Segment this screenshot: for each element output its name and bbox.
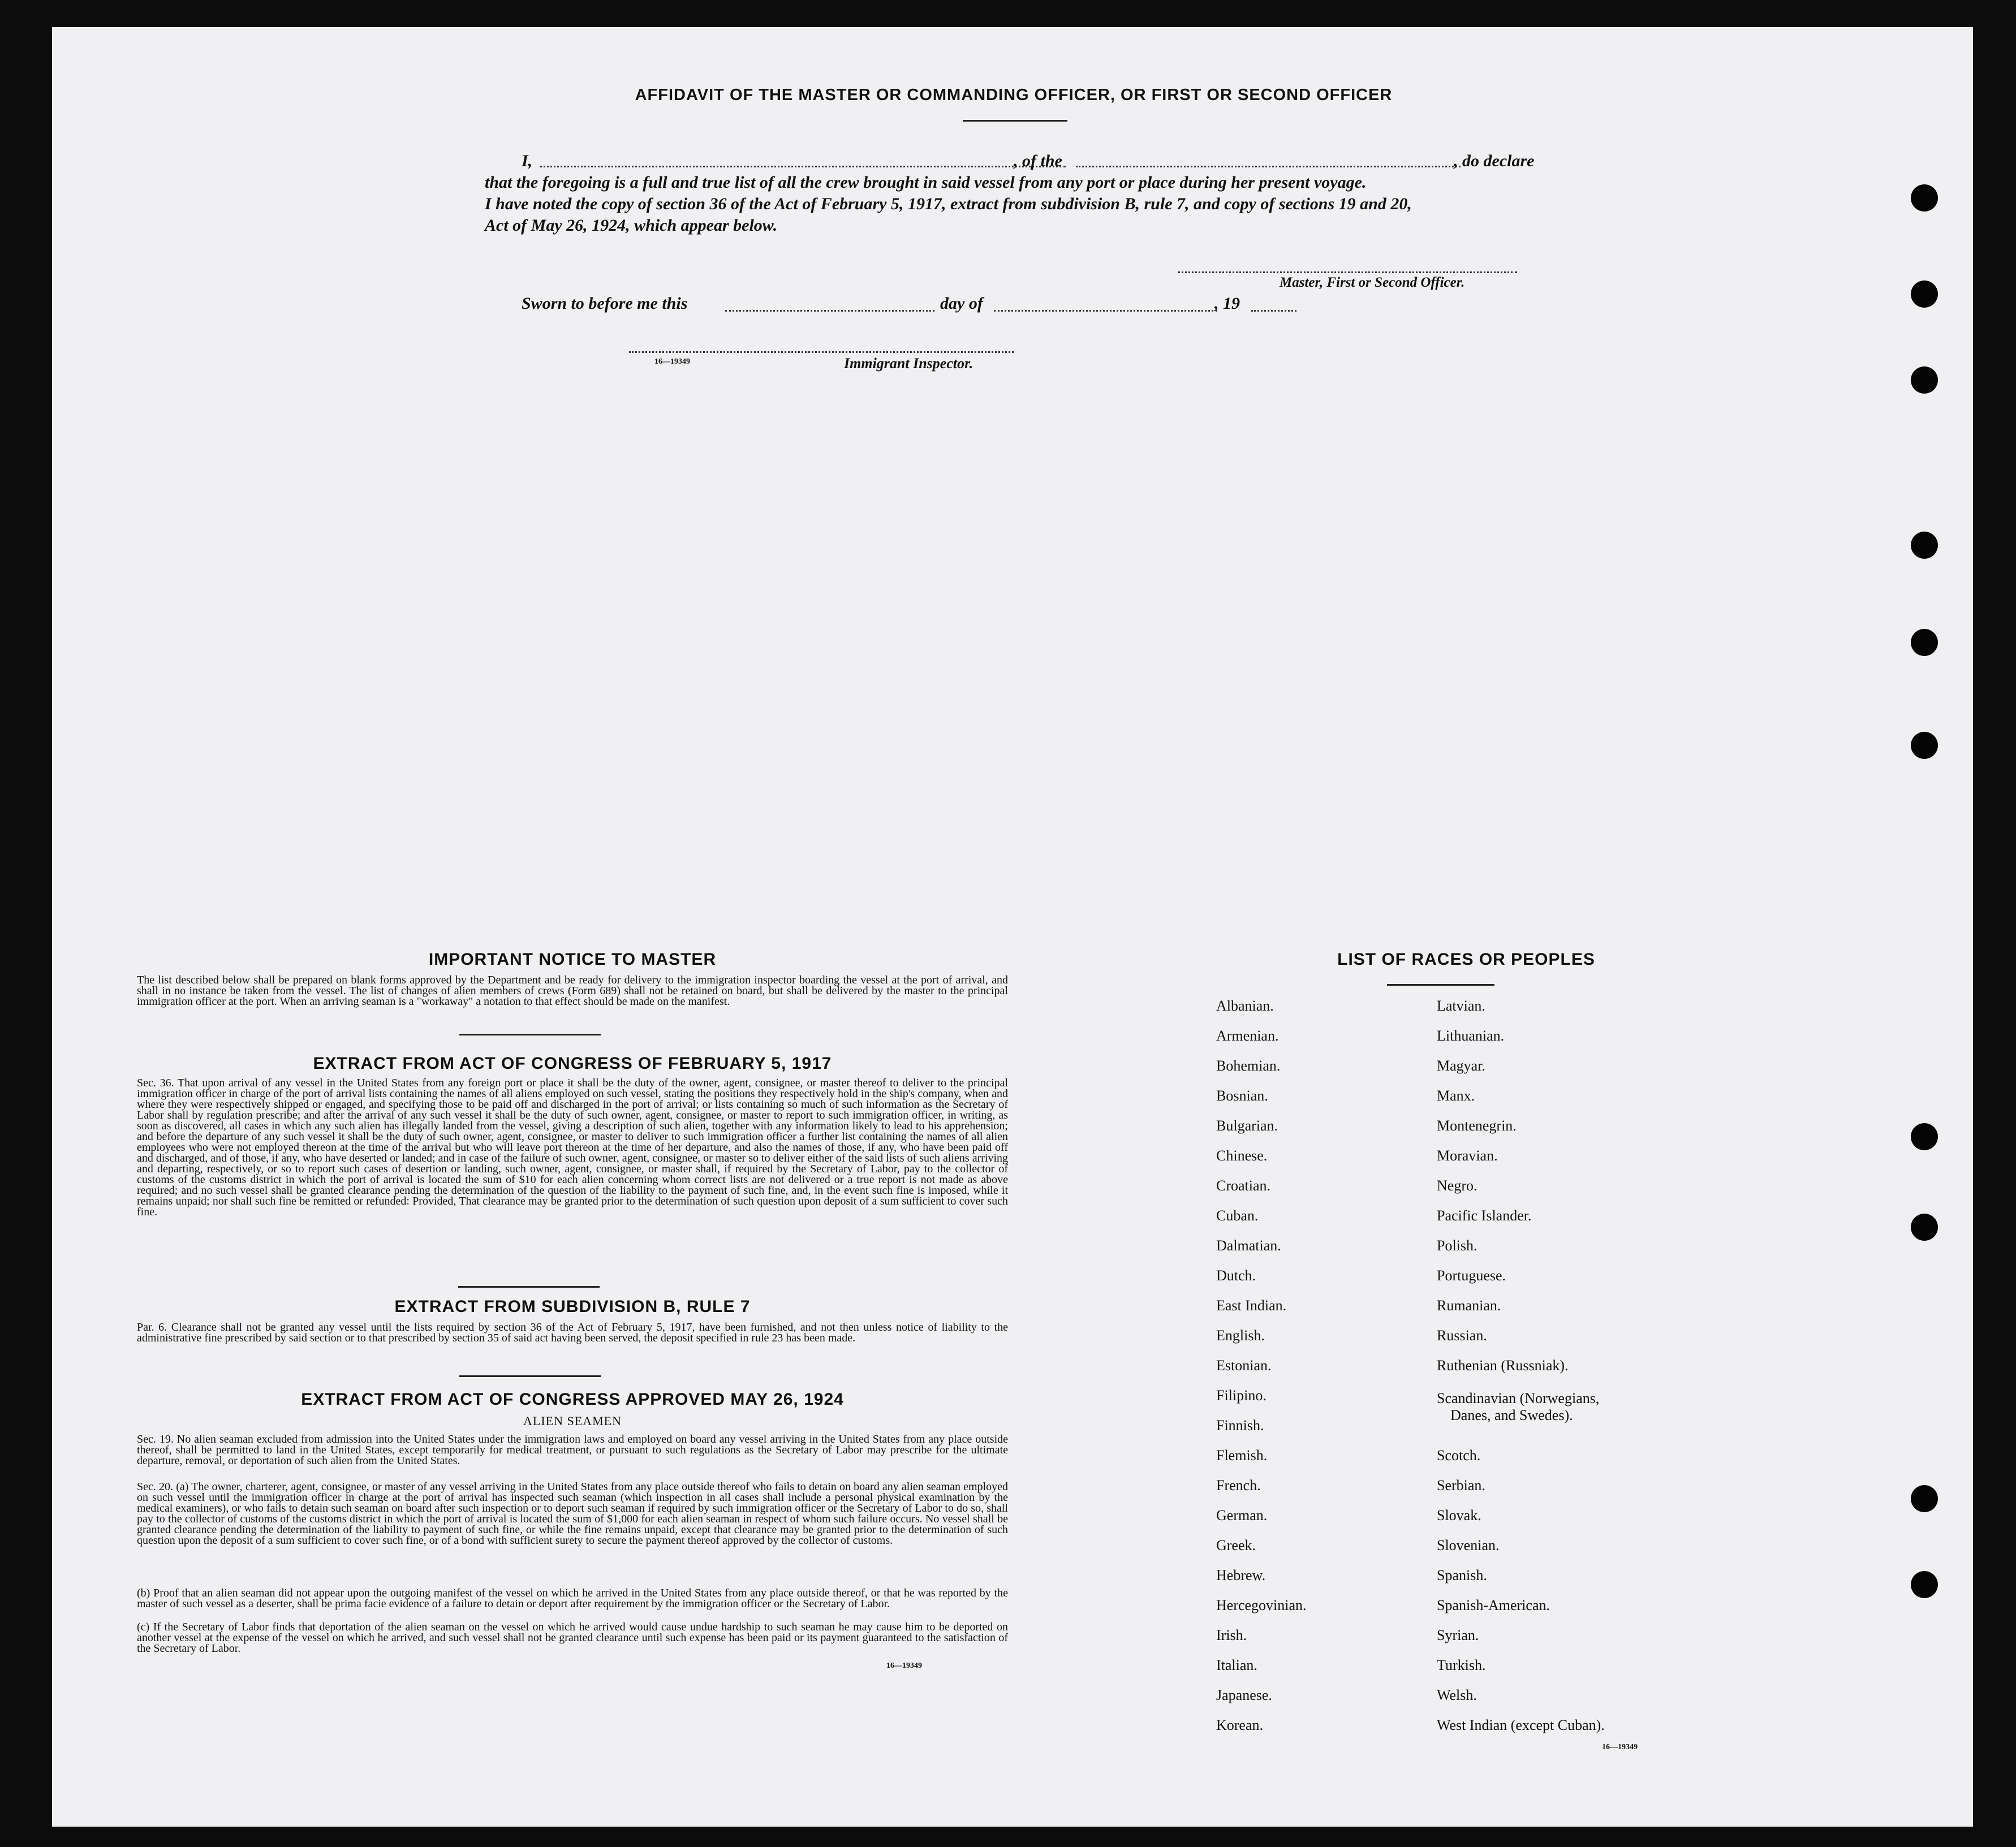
section-20c: (c) If the Secretary of Labor finds that deportation of the alien seaman on the vessel on which he arrived would cause undue hardship to such seaman he may cause him to be deported on another vessel at the expense of the vessel on which he arrived, and such vessel shall not be granted clearance until such expense has been paid or its payment guaranteed to the satisfaction of the Secretary of Labor.: [137, 1621, 1008, 1655]
affidavit-line-2: that the foregoing is a full and true list of all the crew brought in said vessel from any port or place during her present voyage.: [485, 173, 1367, 192]
inspector-title: Immigrant Inspector.: [844, 355, 973, 372]
race-item: Welsh.: [1437, 1687, 1477, 1703]
divider-1: [459, 1034, 601, 1035]
sworn-month-blank[interactable]: [994, 310, 1217, 312]
race-item: Cuban.: [1216, 1207, 1259, 1224]
race-item: Manx.: [1437, 1088, 1475, 1104]
race-item: Chinese.: [1216, 1147, 1268, 1164]
race-item: Moravian.: [1437, 1147, 1498, 1164]
race-item: Lithuanian.: [1437, 1028, 1505, 1044]
race-item: Flemish.: [1216, 1447, 1268, 1464]
signer-title: Master, First or Second Officer.: [1280, 275, 1465, 290]
race-item: Korean.: [1216, 1717, 1264, 1733]
punch-hole: [1911, 184, 1938, 212]
name-blank[interactable]: [540, 166, 1066, 167]
extract-1924-title: EXTRACT FROM ACT OF CONGRESS APPROVED MAY 26, 1924: [301, 1390, 844, 1409]
subdivision-title: EXTRACT FROM SUBDIVISION B, RULE 7: [394, 1297, 751, 1316]
notice-title: IMPORTANT NOTICE TO MASTER: [428, 950, 717, 969]
race-item: Spanish.: [1437, 1567, 1487, 1583]
year-blank[interactable]: [1251, 310, 1296, 312]
punch-hole: [1911, 629, 1938, 656]
race-item: Syrian.: [1437, 1627, 1479, 1643]
race-item: French.: [1216, 1477, 1261, 1494]
form-number-right: 16—19349: [1602, 1743, 1638, 1751]
race-item: Polish.: [1437, 1237, 1477, 1254]
punch-hole: [1911, 1571, 1938, 1598]
race-item: Negro.: [1437, 1177, 1477, 1194]
race-item: Slovak.: [1437, 1507, 1481, 1524]
race-item: Hebrew.: [1216, 1567, 1266, 1583]
punch-hole: [1911, 1123, 1938, 1150]
section-20b: (b) Proof that an alien seaman did not appear upon the outgoing manifest of the vessel on which he arrived in the United States from any place outside thereof, or that he was reported by the master of such vessel as a deserter, shall be prima facie evidence of a failure to detain or deport after requirement by the immigration officer or the Secretary of Labor.: [137, 1587, 1008, 1610]
race-item: Turkish.: [1437, 1657, 1486, 1673]
race-item: Irish.: [1216, 1627, 1247, 1643]
race-item: English.: [1216, 1327, 1265, 1344]
affidavit-of-the: , of the: [1014, 152, 1062, 170]
divider-2: [458, 1286, 600, 1288]
race-item: Danes, and Swedes).: [1450, 1407, 1573, 1423]
form-page: [52, 27, 1973, 1827]
race-item: East Indian.: [1216, 1297, 1287, 1314]
punch-hole: [1911, 732, 1938, 759]
punch-hole: [1911, 532, 1938, 559]
race-item: Italian.: [1216, 1657, 1257, 1673]
race-item: Scotch.: [1437, 1447, 1481, 1464]
punch-hole: [1911, 1485, 1938, 1512]
races-divider: [1387, 984, 1494, 986]
race-item: Greek.: [1216, 1537, 1256, 1553]
vessel-blank[interactable]: [1076, 166, 1461, 167]
affidavit-line-4: Act of May 26, 1924, which appear below.: [485, 216, 778, 235]
race-item: Albanian.: [1216, 998, 1274, 1014]
races-title: LIST OF RACES OR PEOPLES: [1337, 950, 1595, 969]
title-divider: [963, 120, 1067, 122]
race-item: German.: [1216, 1507, 1268, 1524]
race-item: Bohemian.: [1216, 1058, 1281, 1074]
race-item: Serbian.: [1437, 1477, 1485, 1494]
race-item: Finnish.: [1216, 1417, 1264, 1434]
alien-seamen-subtitle: ALIEN SEAMEN: [523, 1414, 622, 1428]
sworn-day-blank[interactable]: [725, 310, 934, 312]
race-item: Scandinavian (Norwegians,: [1437, 1390, 1600, 1406]
divider-3: [459, 1375, 601, 1377]
section-19: Sec. 19. No alien seaman excluded from admission into the United States under the immigration laws and employed on board any vessel arriving in the United States from any place outside thereof, shall be permitted to land in the United States, except temporarily for medical treatment, or pursuant to such regulations as the Secretary of Labor may prescribe for the ultimate departure, removal, or deportation of such alien from the United States.: [137, 1433, 1008, 1467]
race-item: Dutch.: [1216, 1267, 1256, 1284]
subdivision-body: Par. 6. Clearance shall not be granted any vessel until the lists required by section 36 of the Act of February 5, 1917, have been furnished, and not then unless notice of liability to the administrative fine prescribed by said section or to that prescribed by section 35 of said act having been served, the deposit specified in rule 23 has been made.: [137, 1321, 1008, 1344]
race-item: Armenian.: [1216, 1028, 1279, 1044]
year-text: , 19: [1214, 294, 1240, 313]
extract-1917-title: EXTRACT FROM ACT OF CONGRESS OF FEBRUARY 5, 1917: [313, 1054, 832, 1073]
race-item: Japanese.: [1216, 1687, 1272, 1703]
race-item: Estonian.: [1216, 1357, 1272, 1374]
signature-line[interactable]: [1178, 271, 1517, 273]
affidavit-declare: , do declare: [1454, 152, 1535, 170]
race-item: Rumanian.: [1437, 1297, 1501, 1314]
race-item: Filipino.: [1216, 1387, 1267, 1404]
punch-hole: [1911, 366, 1938, 394]
day-of-text: day of: [940, 294, 983, 313]
form-number-top: 16—19349: [654, 357, 690, 366]
race-item: Ruthenian (Russniak).: [1437, 1357, 1569, 1374]
affidavit-i: I,: [522, 152, 533, 170]
race-item: Montenegrin.: [1437, 1117, 1517, 1134]
race-item: Croatian.: [1216, 1177, 1271, 1194]
race-item: Bulgarian.: [1216, 1117, 1278, 1134]
race-item: Russian.: [1437, 1327, 1487, 1344]
inspector-line[interactable]: [629, 351, 1014, 353]
form-number-left: 16—19349: [886, 1662, 922, 1670]
race-item: Bosnian.: [1216, 1088, 1268, 1104]
affidavit-title: AFFIDAVIT OF THE MASTER OR COMMANDING OFFICER, OR FIRST OR SECOND OFFICER: [635, 86, 1393, 104]
race-item: Latvian.: [1437, 998, 1485, 1014]
extract-1917-body: Sec. 36. That upon arrival of any vessel in the United States from any foreign port or place it shall be the duty of the owner, agent, consignee, or master thereof to deliver to the principal immigration officer in charge of the port of arrival lists containing the names of all aliens employed on such vessel, stating the positions they respectively hold in the ship's company, when and where they were respectively shipped or engaged, and specifying those to be paid off and discharged in the port of arrival; or lists containing so much of such information as the Secretary of Labor shall by regulation prescribe; and after the arrival of any such vessel it shall be the duty of such owner, agent, consignee, or master to report to such immigration officer, in writing, as soon as discovered, all cases in which any such alien has illegally landed from the vessel, giving a description of such alien, together with any information likely to lead to his apprehension; and before the departure of any such vessel it shall be the duty of such owner, agent, consignee, or master to deliver to such immigration officer a further list containing the names of all alien employees who were not employed thereon at the time of the arrival but who will leave port thereon at the time of her departure, and also the names of those, if any, who have been paid off and discharged, and of those, if any, who have deserted or landed; and in case of the failure of such owner, agent, consignee, or master so to deliver either of the said lists of such aliens arriving and departing, respectively, or so to report such cases of desertion or landing, such owner, agent, consignee, or master shall, if required by the Secretary of Labor, pay to the collector of customs of the customs district in which the port of arrival is located the sum of $10 for each alien concerning whom correct lists are not delivered or a true report is not made as above required; and no such vessel shall be granted clearance pending the determination of the question of the liability to the payment of such fine, and, in the event such fine is imposed, while it remains unpaid; nor shall such fine be remitted or refunded: Provided, That clearance may be granted prior to the determination of such question upon deposit of a sum sufficient to cover such fine.: [137, 1077, 1008, 1218]
race-item: Spanish-American.: [1437, 1597, 1550, 1613]
race-item: West Indian (except Cuban).: [1437, 1717, 1605, 1733]
race-item: Magyar.: [1437, 1058, 1485, 1074]
race-item: Dalmatian.: [1216, 1237, 1281, 1254]
race-item: Slovenian.: [1437, 1537, 1500, 1553]
punch-hole: [1911, 1214, 1938, 1241]
punch-hole: [1911, 280, 1938, 308]
sworn-text: Sworn to before me this: [522, 294, 688, 313]
race-item: Portuguese.: [1437, 1267, 1506, 1284]
race-item: Hercegovinian.: [1216, 1597, 1307, 1613]
section-20a: Sec. 20. (a) The owner, charterer, agent, consignee, or master of any vessel arriving in the United States from any place outside thereof who fails to detain on board any alien seaman employed on such vessel until the immigration officer in charge at the port of arrival has inspected such seaman (which inspection in all cases shall include a personal physical examination by the medical examiners), or who fails to detain such seaman on board after such inspection or to deport such seaman if required by such immigration officer or the Secretary of Labor to do so, shall pay to the collector of customs of the customs district in which the port of arrival is located the sum of $1,000 for each alien seaman in respect of whom such failure occurs. No vessel shall be granted clearance pending the determination of the liability to payment of such fine, or while the fine remains unpaid, except that clearance may be granted prior to the determination of such question upon the deposit of a sum sufficient to cover such fine, or of a bond with sufficient surety to secure the payment thereof approved by the collector of customs.: [137, 1481, 1008, 1547]
race-item: Pacific Islander.: [1437, 1207, 1532, 1224]
affidavit-line-3: I have noted the copy of section 36 of the Act of February 5, 1917, extract from subdivision B, rule 7, and copy of sections 19 and 20,: [485, 195, 1412, 213]
notice-body: The list described below shall be prepared on blank forms approved by the Department and be ready for delivery to the immigration inspector boarding the vessel at the port of arrival, and shall in no instance be taken from the vessel. The list of changes of alien members of crews (Form 689) shall not be retained on board, but shall be delivered by the master to the principal immigration officer at the port. When an arriving seaman is a "workaway" a notation to that effect should be made on the manifest.: [137, 974, 1008, 1008]
